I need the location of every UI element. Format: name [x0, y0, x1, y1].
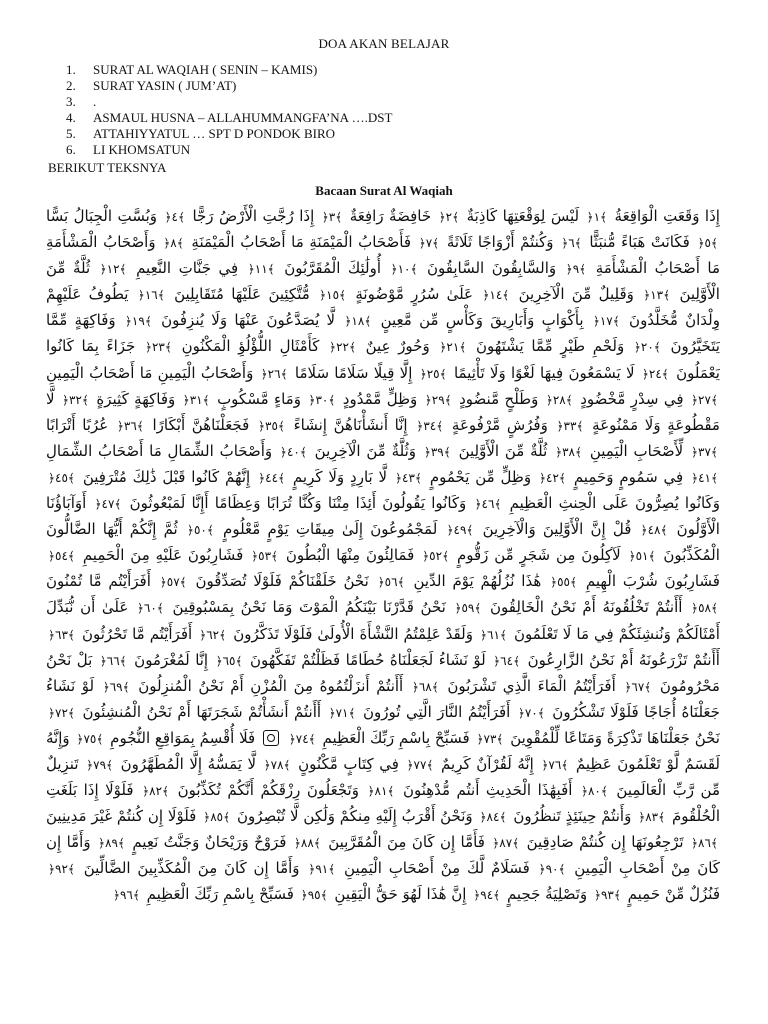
ayah-text: وَأَصْحَابُ الْمَشْأَمَةِ مَا أَصْحَابُ الْمَشْأَمَةِ — [46, 233, 720, 278]
ayah-text: لَمَجْمُوعُونَ إِلَىٰ مِيقَاتِ يَوْمٍ مَّعْلُومٍ — [223, 520, 438, 539]
list-text: ATTAHIYYATUL … SPT D PONDOK BIRO — [93, 126, 335, 141]
ayah-number-marker: ﴾٩٠﴿ — [538, 862, 566, 877]
ayah-number-marker: ﴾٥٣﴿ — [251, 549, 279, 564]
ayah-number-marker: ﴾٢٨﴿ — [545, 392, 573, 407]
ayah-number-marker: ﴾٦٩﴿ — [102, 679, 130, 694]
ayah-text: وَكُنتُمْ أَزْوَاجًا ثَلَاثَةً — [446, 233, 554, 252]
ayah-number-marker: ﴾٦٢﴿ — [199, 627, 227, 642]
ayah-text: أَفَرَأَيْتُمُ النَّارَ الَّتِي تُورُونَ — [363, 702, 511, 721]
ayah-number-marker: ﴾٩٢﴿ — [48, 862, 75, 877]
ayah-text: عَلَىٰ سُرُرٍ مَّوْضُونَةٍ — [355, 285, 474, 304]
ayah-text: فِي كِتَابٍ مَّكْنُونٍ — [298, 754, 399, 773]
ayah-text: وَأَمَّا إِن كَانَ مِنْ أَصْحَابِ الْيَمِينِ — [46, 833, 720, 878]
list-text: ASMAUL HUSNA – ALLAHUMMANGFA’NA ….DST — [93, 110, 393, 125]
ayah-text: ثُلَّةٌ مِّنَ الْأَوَّلِينَ — [458, 441, 548, 460]
ayah-text: أَفَرَأَيْتُم مَّا تَحْرُثُونَ — [81, 624, 193, 643]
ayah-number-marker: ﴾٣٣﴿ — [556, 418, 584, 433]
ayah-text: لِّأَصْحَابِ الْيَمِينِ — [589, 441, 684, 460]
ayah-text: إِلَّا قِيلًا سَلَامًا سَلَامًا — [294, 363, 413, 382]
ayah-text: إِنَّهُمْ كَانُوا قَبْلَ ذَٰلِكَ مُتْرَفِينَ — [82, 467, 251, 486]
ayah-text: بَلْ نَحْنُ مَحْرُومُونَ — [46, 650, 720, 695]
ayah-text: إِنَّا لَمُغْرَمُونَ — [134, 650, 209, 669]
ayah-number-marker: ﴾٢﴿ — [438, 210, 460, 224]
ayah-text: قُلْ إِنَّ الْأَوَّلِينَ وَالْآخِرِينَ — [482, 520, 632, 539]
ayah-text: أَفَرَأَيْتُم مَّا تُمْنُونَ — [46, 572, 151, 591]
ayah-text: وَتَجْعَلُونَ رِزْقَكُمْ أَنَّكُمْ تُكَذِّبُونَ — [177, 781, 359, 800]
ayah-number-marker: ﴾٦٥﴿ — [215, 653, 243, 668]
list-number: 4. — [66, 110, 76, 125]
ayah-text: نَحْنُ جَعَلْنَاهَا تَذْكِرَةً وَمَتَاعًا لِّلْمُقْوِينَ — [510, 728, 720, 747]
ayah-text: وَلَقَدْ عَلِمْتُمُ النَّشْأَةَ الْأُولَىٰ فَلَوْلَا تَذَكَّرُونَ — [233, 624, 473, 643]
list-item — [66, 78, 392, 94]
ayah-text: وَفُرُشٍ مَّرْفُوعَةٍ — [451, 415, 548, 434]
ayah-number-marker: ﴾٢٢﴿ — [329, 340, 356, 355]
ayah-number-marker: ﴾١١﴿ — [247, 262, 275, 277]
ayah-number-marker: ﴾٨٥﴿ — [203, 810, 231, 825]
ayah-number-marker: ﴾٣٧﴿ — [690, 444, 718, 459]
ayah-number-marker: ﴾١٧﴿ — [592, 314, 620, 329]
ayah-text: نَحْنُ قَدَّرْنَا بَيْنَكُمُ الْمَوْتَ وَمَا نَحْنُ بِمَسْبُوقِينَ — [172, 598, 446, 617]
ayah-number-marker: ﴾٦٦﴿ — [99, 653, 127, 668]
ayah-number-marker: ﴾٦٨﴿ — [411, 679, 439, 694]
ayah-text: لَوْ نَشَاءُ جَعَلْنَاهُ أُجَاجًا فَلَوْلَا تَشْكُرُونَ — [46, 676, 720, 721]
ayah-text: ثُمَّ إِنَّكُمْ أَيُّهَا الضَّالُّونَ الْمُكَذِّبُونَ — [46, 520, 720, 565]
ayah-text: فَأَصْحَابُ الْمَيْمَنَةِ مَا أَصْحَابُ الْمَيْمَنَةِ — [191, 233, 412, 252]
list-number: 5. — [66, 126, 76, 141]
ayah-number-marker: ﴾٩١﴿ — [308, 862, 336, 877]
ayah-number-marker: ﴾٣﴿ — [321, 210, 343, 224]
ayah-text: وَبُسَّتِ الْجِبَالُ بَسًّا — [46, 207, 157, 225]
ayah-number-marker: ﴾٦٤﴿ — [493, 653, 521, 668]
ayah-number-marker: ﴾٣٩﴿ — [423, 444, 451, 459]
ayah-text: فَرَوْحٌ وَرَيْحَانٌ وَجَنَّتُ نَعِيمٍ — [132, 833, 287, 852]
ayah-number-marker: ﴾٧٥﴿ — [76, 731, 104, 746]
ayah-number-marker: ﴾٣٠﴿ — [308, 392, 336, 407]
ayah-text: وَتَصْلِيَةُ جَحِيمٍ — [506, 885, 588, 904]
ayah-text: وَالسَّابِقُونَ السَّابِقُونَ — [427, 259, 557, 278]
ayah-text: وَقَلِيلٌ مِّنَ الْآخِرِينَ — [518, 285, 634, 304]
ayah-number-marker: ﴾٥٢﴿ — [422, 549, 450, 564]
ayah-text: تَنزِيلٌ مِّن رَّبِّ الْعَالَمِينَ — [46, 754, 720, 800]
ayah-text: أَوَآبَاؤُنَا الْأَوَّلُونَ — [46, 494, 720, 539]
ayah-text: أَفَرَأَيْتُمُ الْمَاءَ الَّذِي تَشْرَبُونَ — [447, 676, 616, 695]
list-text: . — [93, 94, 97, 109]
ayah-number-marker: ﴾١٣﴿ — [643, 288, 671, 303]
ayah-number-marker: ﴾٦﴿ — [561, 236, 582, 251]
ayah-text: وَظِلٍّ مِّن يَحْمُومٍ — [429, 467, 532, 486]
ayah-number-marker: ﴾٣٢﴿ — [62, 392, 89, 407]
ayah-number-marker: ﴾١٥﴿ — [319, 288, 347, 303]
ayah-text: يَطُوفُ عَلَيْهِمْ وِلْدَانٌ مُّخَلَّدُونَ — [46, 285, 720, 330]
list-number: 1. — [66, 62, 76, 77]
intro-text: BERIKUT TEKSNYA — [48, 160, 167, 175]
ayah-number-marker: ﴾١﴿ — [586, 210, 608, 224]
ayah-text: أَأَنتُمْ تَزْرَعُونَهُ أَمْ نَحْنُ الزَّارِعُونَ — [527, 650, 720, 669]
list-item — [66, 142, 392, 158]
ayah-number-marker: ﴾٥٠﴿ — [186, 523, 214, 538]
ayah-text: فَسَبِّحْ بِاسْمِ رَبِّكَ الْعَظِيمِ — [146, 885, 294, 904]
ayah-text: فَشَارِبُونَ شُرْبَ الْهِيمِ — [585, 572, 720, 591]
ayah-number-marker: ﴾٥٨﴿ — [691, 601, 718, 616]
ayah-text: وَظِلٍّ مَّمْدُودٍ — [342, 389, 418, 408]
list-number: 2. — [66, 78, 76, 93]
ayah-number-marker: ﴾٥٧﴿ — [159, 575, 187, 590]
ayah-number-marker: ﴾٧٠﴿ — [517, 705, 545, 720]
ayah-text: أَأَنتُمْ أَنزَلْتُمُوهُ مِنَ الْمُزْنِ أَمْ نَحْنُ الْمُنزِلُونَ — [138, 676, 404, 695]
ayah-number-marker: ﴾٥٤﴿ — [48, 549, 75, 564]
ayah-text: أَأَنتُمْ أَنشَأْتُمْ شَجَرَتَهَا أَمْ نَحْنُ الْمُنشِئُونَ — [82, 702, 322, 721]
ayah-number-marker: ﴾٦٣﴿ — [48, 627, 75, 642]
ayah-number-marker: ﴾٢٠﴿ — [633, 340, 661, 355]
ayah-text: إِنَّا أَنشَأْنَاهُنَّ إِنشَاءً — [293, 415, 408, 434]
ayah-number-marker: ﴾٤٩﴿ — [446, 523, 474, 538]
ayah-number-marker: ﴾٤٨﴿ — [640, 523, 668, 538]
list-text: LI KHOMSATUN — [93, 142, 191, 157]
ayah-text: أَأَنتُمْ تَخْلُقُونَهُ أَمْ نَحْنُ الْخَالِقُونَ — [490, 598, 683, 617]
ayah-number-marker: ﴾٩﴿ — [565, 262, 587, 277]
list-item — [66, 126, 392, 142]
ayah-text: فَأَمَّا إِن كَانَ مِنَ الْمُقَرَّبِينَ — [328, 833, 485, 852]
ayah-text: بِأَكْوَابٍ وَأَبَارِيقَ وَكَأْسٍ مِّن مَّعِينٍ — [380, 311, 584, 330]
ayah-number-marker: ﴾٢٦﴿ — [260, 366, 288, 381]
ayah-text: فَلَوْلَا إِذَا بَلَغَتِ الْحُلْقُومَ — [46, 781, 720, 826]
ayah-text: لَآكِلُونَ مِن شَجَرٍ مِّن زَقُّومٍ — [456, 546, 621, 565]
ayah-number-marker: ﴾٣٥﴿ — [257, 418, 285, 433]
ayah-number-marker: ﴾٧﴿ — [418, 236, 440, 251]
ayah-text: لَوْ نَشَاءُ لَجَعَلْنَاهُ حُطَامًا فَظَلْتُمْ تَفَكَّهُونَ — [250, 650, 486, 669]
ayah-text: لَّا بَارِدٍ وَلَا كَرِيمٍ — [292, 467, 388, 486]
ayah-text: وَإِنَّهُ لَقَسَمٌ لَّوْ تَعْلَمُونَ عَظِيمٌ — [46, 728, 720, 773]
ayah-text: فَنُزُلٌ مِّنْ حَمِيمٍ — [627, 885, 720, 904]
ayah-number-marker: ﴾٩٣﴿ — [593, 888, 621, 903]
ayah-number-marker: ﴾٤٦﴿ — [474, 497, 502, 512]
ayah-number-marker: ﴾٨٣﴿ — [638, 810, 666, 825]
ayah-text: جَزَاءً بِمَا كَانُوا يَعْمَلُونَ — [46, 337, 720, 382]
ayah-number-marker: ﴾٧٦﴿ — [541, 757, 569, 772]
ayah-number-marker: ﴾٩٤﴿ — [473, 888, 501, 903]
ayah-number-marker: ﴾٢٩﴿ — [424, 392, 452, 407]
list-number: 6. — [66, 142, 76, 157]
ayah-number-marker: ﴾٨٤﴿ — [479, 810, 507, 825]
surah-text — [46, 204, 720, 1004]
ayah-number-marker: ﴾٧٩﴿ — [86, 757, 114, 772]
ayah-text: فَكَانَتْ هَبَاءً مُّنبَثًّا — [589, 233, 690, 252]
ayah-text: فَلَوْلَا إِن كُنتُمْ غَيْرَ مَدِينِينَ — [46, 807, 197, 826]
list-item — [66, 62, 392, 78]
ayah-number-marker: ﴾٢٥﴿ — [419, 366, 447, 381]
ayah-number-marker: ﴾٤٢﴿ — [538, 470, 566, 485]
ayah-number-marker: ﴾٤٠﴿ — [279, 444, 307, 459]
ayah-number-marker: ﴾٢١﴿ — [439, 340, 467, 355]
list-text: SURAT AL WAQIAH ( SENIN – KAMIS) — [93, 62, 318, 77]
ayah-text: فِي سَمُومٍ وَحَمِيمٍ — [573, 467, 684, 486]
ayah-number-marker: ﴾٤٤﴿ — [258, 470, 286, 485]
ayah-number-marker: ﴾٦١﴿ — [479, 627, 507, 642]
ayah-number-marker: ﴾٨٧﴿ — [492, 836, 520, 851]
ayah-text: وَحُورٌ عِينٌ — [365, 337, 430, 356]
ayah-number-marker: ﴾٤٥﴿ — [48, 470, 75, 485]
ayah-number-marker: ﴾١٦﴿ — [137, 288, 165, 303]
ayah-text: كَأَمْثَالِ اللُّؤْلُؤِ الْمَكْنُونِ — [181, 337, 320, 356]
ayah-number-marker: ﴾٤٣﴿ — [394, 470, 422, 485]
ayah-text: لَّا يُصَدَّعُونَ عَنْهَا وَلَا يُنزِفُونَ — [161, 311, 336, 330]
ayah-number-marker: ﴾٦٧﴿ — [624, 679, 652, 694]
ayah-text: فَسَلَامٌ لَّكَ مِنْ أَصْحَابِ الْيَمِينِ — [344, 859, 530, 878]
ayah-text: لَّا مَقْطُوعَةٍ وَلَا مَمْنُوعَةٍ — [46, 389, 720, 434]
ayah-number-marker: ﴾٢٧﴿ — [691, 392, 718, 407]
ayah-number-marker: ﴾٧٤﴿ — [288, 731, 316, 746]
ayah-text: فَلَا أُقْسِمُ بِمَوَاقِعِ النُّجُومِ — [110, 728, 256, 747]
ayah-number-marker: ﴾٨٦﴿ — [691, 836, 718, 851]
list-text: SURAT YASIN ( JUM’AT) — [93, 78, 237, 93]
ayah-text: هَٰذَا نُزُلُهُمْ يَوْمَ الدِّينِ — [413, 572, 542, 591]
ayah-number-marker: ﴾٩٦﴿ — [112, 888, 140, 903]
ayah-number-marker: ﴾٧٣﴿ — [476, 731, 504, 746]
ayah-number-marker: ﴾٨٩﴿ — [97, 836, 125, 851]
ayah-number-marker: ﴾٥٦﴿ — [377, 575, 405, 590]
ayah-text: فِي سِدْرٍ مَّخْضُودٍ — [580, 389, 684, 408]
ayah-text: وَنَحْنُ أَقْرَبُ إِلَيْهِ مِنكُمْ وَلَٰكِن لَّا تُبْصِرُونَ — [236, 807, 473, 826]
list-number: 3. — [66, 94, 76, 109]
ayah-number-marker: ﴾٧١﴿ — [328, 705, 356, 720]
ayah-number-marker: ﴾١٠﴿ — [390, 262, 418, 277]
ayah-number-marker: ﴾٩٥﴿ — [300, 888, 328, 903]
ayah-text: وَأَمَّا إِن كَانَ مِنَ الْمُكَذِّبِينَ الضَّالِّينَ — [83, 859, 300, 878]
ayah-text: تَرْجِعُونَهَا إِن كُنتُمْ صَادِقِينَ — [526, 833, 684, 852]
ayah-number-marker: ﴾٣٤﴿ — [416, 418, 444, 433]
ayah-text: إِذَا رُجَّتِ الْأَرْضُ رَجًّا — [192, 207, 315, 225]
ayah-text: وَمَاءٍ مَّسْكُوبٍ — [217, 389, 301, 408]
ayah-number-marker: ﴾٨﴿ — [163, 236, 184, 251]
ayah-text: وَفَاكِهَةٍ كَثِيرَةٍ — [96, 389, 176, 408]
surah-title: Bacaan Surat Al Waqiah — [315, 183, 453, 198]
ayah-number-marker: ﴾٧٧﴿ — [406, 757, 434, 772]
ayah-number-marker: ﴾٧٨﴿ — [263, 757, 291, 772]
ayah-text: وَكَانُوا يُصِرُّونَ عَلَى الْحِنثِ الْعَظِيمِ — [509, 494, 720, 513]
ayah-text: فَجَعَلْنَاهُنَّ أَبْكَارًا — [152, 415, 250, 434]
ayah-text: إِنَّ هَٰذَا لَهُوَ حَقُّ الْيَقِينِ — [334, 885, 467, 904]
ayah-text: أَفَبِهَٰذَا الْحَدِيثِ أَنتُم مُّدْهِنُونَ — [402, 781, 573, 800]
ayah-text: لَا يَسْمَعُونَ فِيهَا لَغْوًا وَلَا تَأْثِيمًا — [453, 363, 635, 382]
ayah-text: نَحْنُ خَلَقْنَاكُمْ فَلَوْلَا تُصَدِّقُونَ — [195, 572, 369, 591]
ayah-text: فَمَالِئُونَ مِنْهَا الْبُطُونَ — [285, 546, 415, 565]
reading-list — [66, 62, 392, 158]
ayah-number-marker: ﴾٥﴿ — [697, 236, 718, 251]
ayah-number-marker: ﴾١٨﴿ — [344, 314, 372, 329]
document-title: DOA AKAN BELAJAR — [318, 36, 450, 51]
ayah-number-marker: ﴾١٩﴿ — [124, 314, 152, 329]
ayah-text: ثُلَّةٌ مِّنَ الْأَوَّلِينَ — [46, 259, 720, 304]
ayah-text: لَّا يَمَسُّهُ إِلَّا الْمُطَهَّرُونَ — [120, 754, 257, 773]
ayah-number-marker: ﴾١٤﴿ — [482, 288, 510, 303]
rub-el-hizb-icon — [263, 730, 279, 746]
ayah-text: فَسَبِّحْ بِاسْمِ رَبِّكَ الْعَظِيمِ — [322, 728, 470, 747]
ayah-number-marker: ﴾٥٩﴿ — [454, 601, 482, 616]
ayah-number-marker: ﴾٥١﴿ — [628, 549, 656, 564]
ayah-number-marker: ﴾٤٧﴿ — [94, 497, 122, 512]
ayah-number-marker: ﴾٨٨﴿ — [293, 836, 321, 851]
ayah-number-marker: ﴾٨٢﴿ — [142, 784, 170, 799]
ayah-number-marker: ﴾٤﴿ — [164, 210, 185, 224]
ayah-number-marker: ﴾٨١﴿ — [367, 784, 395, 799]
ayah-number-marker: ﴾٥٥﴿ — [550, 575, 578, 590]
ayah-text: أُولَٰئِكَ الْمُقَرَّبُونَ — [284, 259, 382, 278]
ayah-number-marker: ﴾٢٣﴿ — [144, 340, 172, 355]
ayah-text: مُّتَّكِئِينَ عَلَيْهَا مُتَقَابِلِينَ — [174, 285, 310, 304]
ayah-number-marker: ﴾٣١﴿ — [182, 392, 210, 407]
ayah-number-marker: ﴾٣٨﴿ — [555, 444, 583, 459]
ayah-text: فَشَارِبُونَ عَلَيْهِ مِنَ الْحَمِيمِ — [82, 546, 244, 565]
ayah-text: وَكَانُوا يَقُولُونَ أَئِذَا مِتْنَا وَكُنَّا تُرَابًا وَعِظَامًا أَإِنَّا لَمَبْعُوثُونَ — [129, 494, 467, 513]
ayah-number-marker: ﴾٢٤﴿ — [641, 366, 669, 381]
ayah-number-marker: ﴾٧٢﴿ — [48, 705, 75, 720]
list-item — [66, 110, 392, 126]
ayah-text: فِي جَنَّاتِ النَّعِيمِ — [136, 259, 239, 278]
ayah-text: وَطَلْحٍ مَّنضُودٍ — [459, 389, 539, 408]
ayah-text: إِنَّهُ لَقُرْآنٌ كَرِيمٌ — [441, 754, 534, 773]
ayah-text: لَيْسَ لِوَقْعَتِهَا كَاذِبَةٌ — [466, 207, 580, 225]
ayah-text: وَلَحْمِ طَيْرٍ مِّمَّا يَشْتَهُونَ — [475, 337, 625, 356]
ayah-number-marker: ﴾٨٠﴿ — [580, 784, 608, 799]
ayah-text: وَأَصْحَابُ الْيَمِينِ مَا أَصْحَابُ الْيَمِينِ — [46, 363, 254, 382]
ayah-number-marker: ﴾٦٠﴿ — [136, 601, 164, 616]
ayah-text: وَأَصْحَابُ الشِّمَالِ مَا أَصْحَابُ الشِّمَالِ — [46, 441, 273, 460]
ayah-text: إِذَا وَقَعَتِ الْوَاقِعَةُ — [614, 207, 720, 225]
ayah-number-marker: ﴾١٢﴿ — [99, 262, 127, 277]
ayah-text: خَافِضَةٌ رَافِعَةٌ — [349, 207, 432, 225]
ayah-text: وَفَاكِهَةٍ مِّمَّا يَتَخَيَّرُونَ — [46, 311, 720, 356]
ayah-text: وَثُلَّةٌ مِّنَ الْآخِرِينَ — [314, 441, 417, 460]
ayah-number-marker: ﴾٣٦﴿ — [116, 418, 144, 433]
ayah-text: عَلَىٰ أَن نُّبَدِّلَ أَمْثَالَكُمْ وَنُنشِئَكُمْ فِي مَا لَا تَعْلَمُونَ — [46, 598, 720, 643]
ayah-number-marker: ﴾٤١﴿ — [691, 470, 719, 485]
ayah-text: وَأَنتُمْ حِينَئِذٍ تَنظُرُونَ — [513, 807, 632, 826]
list-item — [66, 94, 392, 110]
ayah-text: عُرُبًا أَتْرَابًا — [46, 415, 109, 434]
